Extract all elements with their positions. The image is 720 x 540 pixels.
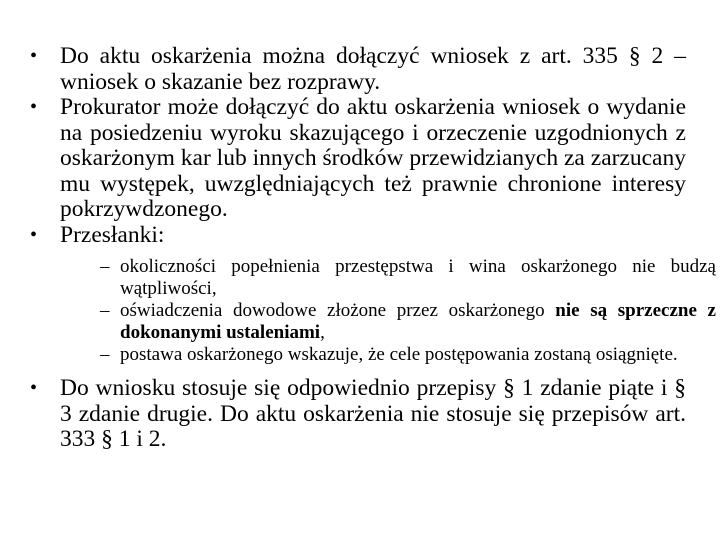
bullet-marker: • (30, 377, 38, 399)
sub-bullet-bold-text: nie są sprzeczne z dokonanymi ustaleniami (120, 300, 716, 343)
sub-bullet-item (100, 300, 716, 344)
bullet-marker: • (30, 223, 38, 246)
bullet-item (30, 376, 686, 453)
bullet-marker: • (30, 45, 38, 67)
bullet-text: Do wniosku stosuje się odpowiednio przepisy § 1 zdanie piąte i § 3 zdanie drugie. Do aktu oskarżenia nie stosuje się przepisów art. 333 § 1 i 2. (60, 375, 686, 452)
sub-bullet-text: oświadczenia dowodowe złożone przez oskarżonego (120, 300, 556, 321)
bullet-text: Prokurator może dołączyć do aktu oskarżenia wniosek o wydanie na posiedzeniu wyroku skazującego i orzeczenie uzgodnionych z oskarżonym kar lub innych środków przewidzianych za zarzucany mu występek, uwzględniających też prawnie chronione interesy pokrzywdzonego. (60, 94, 686, 222)
bullet-text: Do aktu oskarżenia można dołączyć wniosek z art. 335 § 2 – wniosek o skazanie bez rozprawy. (60, 43, 686, 95)
bullet-item (30, 95, 686, 223)
sub-bullet-text: okoliczności popełnienia przestępstwa i wina oskarżonego nie budzą wątpliwości, (120, 256, 716, 299)
dash-marker: – (100, 256, 110, 277)
bullet-item (30, 44, 686, 95)
sub-bullet-item (100, 256, 716, 300)
sub-bullet-list (100, 256, 716, 366)
sub-bullet-text: postawa oskarżonego wskazuje, że cele postępowania zostaną osiągnięte. (120, 344, 678, 365)
bullet-item (30, 221, 716, 367)
dash-marker: – (100, 300, 110, 321)
bullet-marker: • (30, 96, 38, 118)
bullet-list (30, 43, 716, 453)
sub-bullet-item (100, 344, 716, 366)
bullet-text: Przesłanki: (60, 221, 165, 248)
dash-marker: – (100, 344, 110, 365)
sub-bullet-text-end: , (320, 322, 325, 343)
